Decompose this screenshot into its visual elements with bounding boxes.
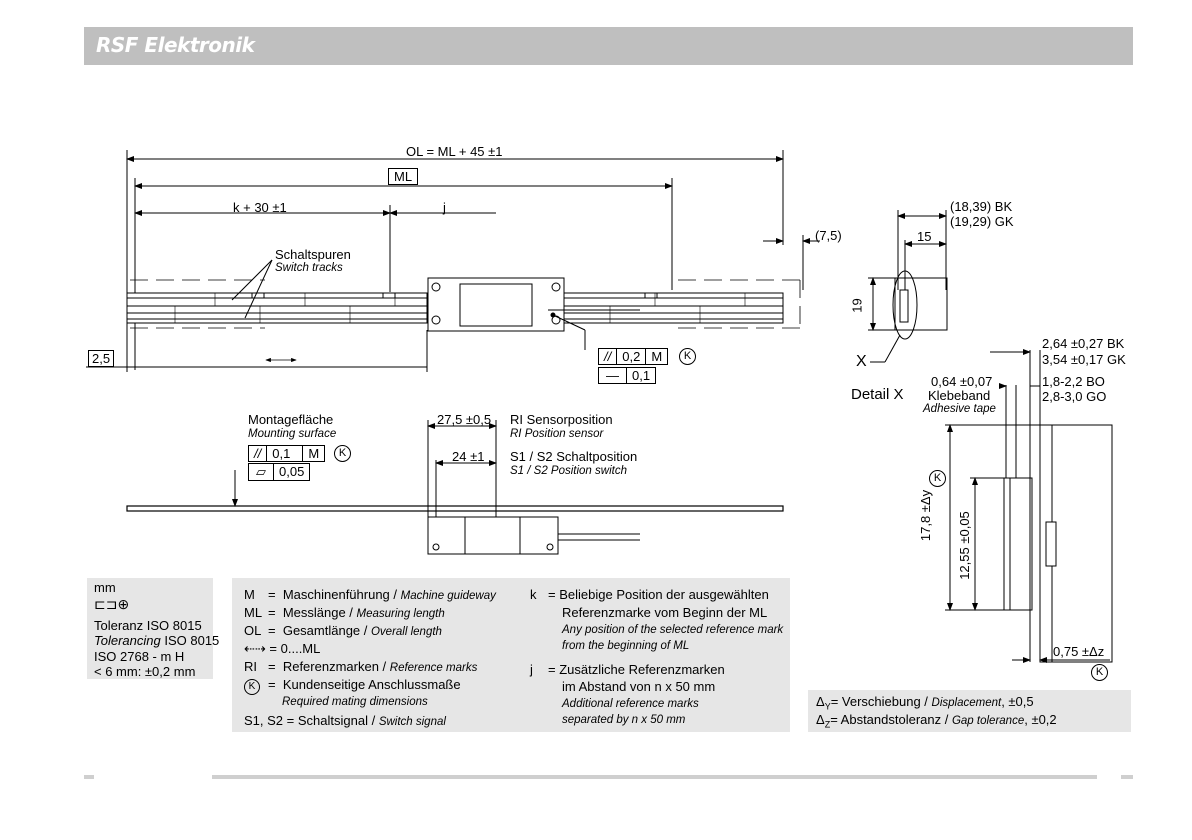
legend-de: Zusätzliche Referenzmarken [559,662,725,677]
tolerance-frame-1 [598,348,668,365]
eq: = [268,605,276,620]
dz-val: , ±0,2 [1024,712,1057,727]
dim-17-8: 17,8 ±Δy [918,489,934,542]
legend-en: Measuring length [356,608,445,620]
legend-j-en2: separated by n x 50 mm [562,714,686,726]
footer-rule [212,775,1097,779]
legend-kk [530,586,769,603]
legend-arrow [244,640,320,657]
eq: = [268,659,276,674]
gk1-label: (19,29) GK [950,214,1014,229]
legend-j-de2: im Abstand von n x 50 mm [562,679,716,694]
tol-line3: ISO 2768 - m H [94,649,185,664]
mount-de: Montagefläche [248,412,334,427]
legend-key: ML [244,605,263,620]
k-circle-icon: K [244,679,260,695]
adhesive-en: Adhesive tape [923,403,996,415]
displacement-box [808,690,1131,732]
double-arrow-icon: ⇠⇢ [244,641,266,656]
ri-de: RI Sensorposition [510,412,613,427]
eq: = [548,662,556,677]
ol-label: OL = ML + 45 ±1 [406,144,503,159]
dz-de: = Abstandstoleranz / [830,712,952,727]
footer-mark-left [84,775,94,779]
legend-k [244,676,461,695]
tolerance-box [87,578,220,679]
switch-tracks-de: Schaltspuren [275,247,351,262]
mount-frame-1 [248,445,325,462]
eq: = [268,623,276,638]
legend-key: S1, S2 [244,713,284,728]
switch-tracks-en: Switch tracks [275,262,343,274]
j-label: j [443,200,446,215]
brand-logo: RSF Elektronik [96,33,255,57]
tol-line2 [94,632,219,649]
legend-en: Reference marks [389,662,478,674]
tol1-ref: M [651,349,663,364]
legend-de: Schaltsignal / [297,713,379,728]
offset-label: (7,5) [815,228,842,243]
mount-en: Mounting surface [248,428,337,440]
delta-z-icon: $\Delta_Z$ [816,712,831,730]
gk2-label: 3,54 ±0,17 GK [1042,352,1126,367]
tol1-value: 0,2 [617,349,646,364]
k-circle-icon: K [334,445,351,462]
mt2-value: 0,05 [279,464,305,479]
dy-val: , ±0,5 [1001,694,1034,709]
mt1-ref: M [308,446,320,461]
legend-key: j [530,662,533,677]
unit-label: mm [94,580,116,595]
adhesive-de: Klebeband [928,388,991,403]
ml-label: ML [388,168,418,185]
legend-box [232,578,790,732]
legend-de: Gesamtlänge / [282,623,371,638]
dim-2-5: 2,5 [88,350,114,367]
k-circle-icon: K [929,470,946,487]
tol-line2-std: ISO 8015 [160,633,220,648]
dim-27-5: 27,5 ±0,5 [437,412,492,427]
legend-de: Referenzmarken / [282,659,390,674]
legend-key: M [244,587,255,602]
ri-en: RI Position sensor [510,428,604,440]
tolerance-frame-2 [598,367,656,384]
legend-j [530,661,725,678]
legend-key: OL [244,623,262,638]
legend-kk-de2: Referenzmarke vom Beginn der ML [562,605,768,620]
mount-frame-2 [248,463,310,481]
delta-y-icon: $\Delta_Y$ [816,694,831,712]
legend-en: Overall length [370,626,442,638]
legend-de: Kundenseitige Anschlussmaße [282,677,461,692]
footer-mark-right [1121,775,1133,779]
s-en: S1 / S2 Position switch [510,465,627,477]
legend-key: RI [244,659,257,674]
go-label: 2,8-3,0 GO [1042,389,1107,404]
legend-s [244,712,446,731]
bk2-label: 2,64 ±0,27 BK [1042,336,1125,351]
projection-icon: ⊏⊐⊕ [94,596,130,612]
x-mark: X [856,353,867,370]
detail-x-title: Detail X [851,386,904,403]
legend-m [244,586,496,605]
parallel-icon: // [599,349,617,364]
dim-19: 19 [849,298,865,313]
legend-val: = 0....ML [269,641,321,656]
adhesive-value: 0,64 ±0,07 [931,374,993,389]
legend-kk-en1: Any position of the selected reference mark [562,624,784,636]
tol-line2-en: Tolerancing [94,633,161,648]
dz-en: Gap tolerance [951,715,1025,727]
k-label: k + 30 ±1 [233,200,287,215]
eq: = [286,713,295,728]
legend-ol [244,622,442,641]
legend-en: Machine guideway [400,590,496,602]
mt1-value: 0,1 [267,446,303,461]
dy-en: Displacement [931,697,1002,709]
legend-ml [244,604,445,623]
dim-0-75: 0,75 ±Δz [1053,644,1105,659]
legend-kk-en2: from the beginning of ML [562,640,690,652]
dim-12-55: 12,55 ±0,05 [956,511,972,580]
tol-line1: Toleranz ISO 8015 [94,618,202,633]
legend-de: Messlänge / [282,605,357,620]
flatness-icon: ▱ [249,464,274,480]
legend-ri [244,658,477,677]
legend-key: k [530,587,537,602]
eq: = [268,587,276,602]
legend-en: Switch signal [378,716,446,728]
dy-de: = Verschiebung / [830,694,932,709]
eq: = [548,587,556,602]
dim-15: 15 [917,229,932,244]
parallel-icon: // [249,446,267,461]
k-circle-icon: K [679,348,696,365]
legend-de: Beliebige Position der ausgewählten [559,587,769,602]
bk1-label: (18,39) BK [950,199,1013,214]
legend-j-en1: Additional reference marks [562,698,699,710]
k-circle-icon: K [1091,664,1108,681]
eq: = [268,677,276,692]
tol2-value: 0,1 [632,368,651,383]
legend-de: Maschinenführung / [282,587,401,602]
s-de: S1 / S2 Schaltposition [510,449,638,464]
straightness-icon: — [599,368,627,383]
legend-k-en: Required mating dimensions [282,696,428,708]
displacement-dz [816,711,1057,734]
tol-line4: < 6 mm: ±0,2 mm [94,664,196,679]
bo-label: 1,8-2,2 BO [1042,374,1105,389]
dim-24: 24 ±1 [452,449,485,464]
